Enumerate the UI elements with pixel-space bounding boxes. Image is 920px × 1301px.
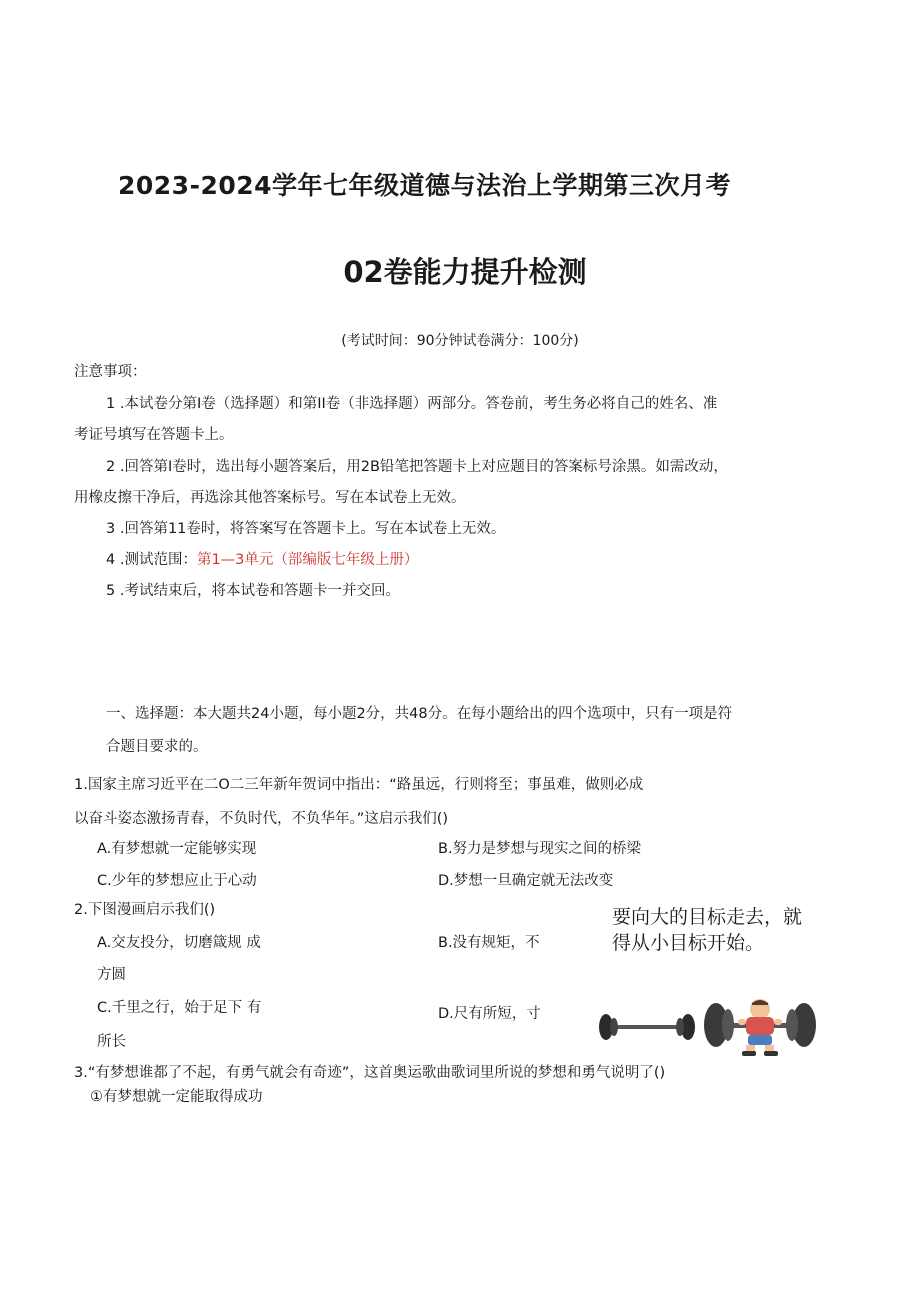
- exam-title: 2023-2024学年七年级道德与法治上学期第三次月考: [118, 171, 732, 200]
- notice-item-2-line-2: 用橡皮擦干净后，再选涂其他答案标号。写在本试卷上无效。: [74, 490, 466, 506]
- small-barbell-icon: [599, 1014, 695, 1040]
- notice-item-4: [106, 548, 418, 569]
- cartoon-caption: 要向大的目标走去，就得从小目标开始。: [612, 906, 803, 954]
- section-heading-line-1: 一、选择题：本大题共24小题，每小题2分，共48分。在每小题给出的四个选项中，只有一项是符: [106, 706, 733, 722]
- test-range: 第1—3单元（部编版七年级上册）: [196, 552, 419, 568]
- section-heading-line-2: 合题目要求的。: [106, 739, 208, 755]
- question-3-item-1: ①有梦想就一定能取得成功: [90, 1089, 263, 1105]
- notice-item-2-line-1: 2 .回答第I卷时，选出每小题答案后，用2B铅笔把答题卡上对应题目的答案标号涂黑。如需改动，: [106, 459, 728, 475]
- question-2-stem: 2.下图漫画启示我们(): [74, 902, 216, 918]
- notice-item-3: 3 .回答第11卷时，将答案写在答题卡上。写在本试卷上无效。: [106, 521, 506, 537]
- question-1-option-a: A.有梦想就一定能够实现: [97, 841, 257, 857]
- weightlifter-icon: [704, 999, 816, 1056]
- notice-item-1-line-1: 1 .本试卷分第I卷（选择题）和第II卷（非选择题）两部分。答卷前，考生务必将自己的姓名、准: [106, 396, 718, 412]
- exam-info: (考试时间：90分钟试卷满分：100分): [341, 333, 579, 349]
- question-1-option-b: B.努力是梦想与现实之间的桥梁: [438, 841, 642, 857]
- question-1-stem-line-2: 以奋斗姿态激扬青春，不负时代，不负华年。”这启示我们(): [74, 811, 449, 827]
- notice-item-5: 5 .考试结束后，将本试卷和答题卡一并交回。: [106, 583, 400, 599]
- notice-heading: 注意事项：: [74, 364, 147, 380]
- question-1-option-d: D.梦想一旦确定就无法改变: [438, 873, 614, 889]
- notice-item-1-line-2: 考证号填写在答题卡上。: [74, 427, 234, 443]
- question-2-option-b: B.没有规矩，不: [438, 935, 540, 951]
- question-1-option-c: C.少年的梦想应止于心动: [97, 873, 257, 889]
- question-3-stem: 3.“有梦想谁都了不起，有勇气就会有奇迹”，这首奥运歌曲歌词里所说的梦想和勇气说明了(): [74, 1065, 666, 1081]
- question-2-option-a-line-2: 方圆: [97, 967, 126, 983]
- weightlifting-cartoon: [590, 995, 820, 1057]
- question-2-option-c-line-2: 所长: [97, 1034, 126, 1050]
- question-2-option-d-text: D.尺有所短，寸: [438, 1006, 541, 1022]
- exam-subtitle: 02卷能力提升检测: [343, 255, 587, 289]
- question-2-option-d: [438, 1000, 541, 1022]
- question-1-stem-line-1: 1.国家主席习近平在二O二三年新年贺词中指出：“路虽远，行则将至；事虽难，做则必成: [74, 777, 644, 793]
- notice-item-4-prefix: 4 .测试范围：: [106, 552, 197, 568]
- question-2-option-c-line-1: C.千里之行，始于足下 有: [97, 1000, 262, 1016]
- question-2-option-a-line-1: A.交友投分，切磨箴规 成: [97, 935, 261, 951]
